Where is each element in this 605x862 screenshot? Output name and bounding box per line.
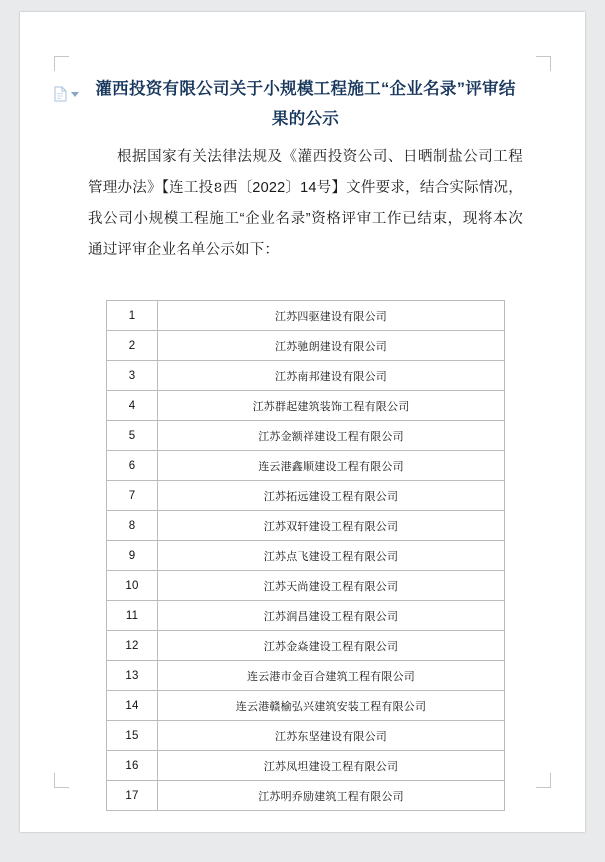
row-number: 1 [107, 301, 158, 331]
table-row [107, 601, 505, 631]
intro-paragraph: 根据国家有关法律法规及《灌西投资公司、日晒制盐公司工程管理办法》【连工投ខ西〔2022〕14号】文件要求，结合实际情况，我公司小规模工程施工“企业名录”资格评审工作已结束，现将本次通过评审企业名单公示如下： [88, 149, 523, 258]
row-company-name: 江苏拓远建设工程有限公司 [158, 481, 505, 511]
row-company-name: 连云港鑫顺建设工程有限公司 [158, 451, 505, 481]
chevron-down-icon[interactable] [71, 92, 79, 97]
crop-mark-bottom-left [54, 773, 69, 788]
row-number: 5 [107, 421, 158, 451]
row-company-name: 江苏群起建筑装饰工程有限公司 [158, 391, 505, 421]
row-company-name: 江苏南邦建设有限公司 [158, 361, 505, 391]
crop-mark-bottom-right [536, 773, 551, 788]
row-number: 6 [107, 451, 158, 481]
table-row [107, 391, 505, 421]
row-company-name: 江苏金额祥建设工程有限公司 [158, 421, 505, 451]
row-company-name: 江苏金焱建设工程有限公司 [158, 631, 505, 661]
document-badge[interactable] [54, 86, 79, 102]
company-list-body [107, 301, 505, 811]
row-number: 8 [107, 511, 158, 541]
table-row [107, 511, 505, 541]
row-number: 17 [107, 781, 158, 811]
company-list-table [106, 300, 505, 811]
row-company-name: 江苏四驱建设有限公司 [158, 301, 505, 331]
row-company-name: 江苏天尚建设工程有限公司 [158, 571, 505, 601]
crop-mark-top-left [54, 56, 69, 71]
row-number: 9 [107, 541, 158, 571]
row-company-name: 江苏明乔励建筑工程有限公司 [158, 781, 505, 811]
table-row [107, 301, 505, 331]
row-number: 16 [107, 751, 158, 781]
row-number: 14 [107, 691, 158, 721]
table-row [107, 481, 505, 511]
table-row [107, 451, 505, 481]
row-company-name: 江苏驰朗建设有限公司 [158, 331, 505, 361]
row-number: 10 [107, 571, 158, 601]
row-company-name: 江苏双轩建设工程有限公司 [158, 511, 505, 541]
row-company-name: 连云港赣榆弘兴建筑安装工程有限公司 [158, 691, 505, 721]
document-outline-icon [54, 86, 67, 102]
row-number: 2 [107, 331, 158, 361]
page-title: 灌西投资有限公司关于小规模工程施工“企业名录”评审结果的公示 [95, 80, 516, 128]
document-page [20, 12, 585, 832]
table-row [107, 331, 505, 361]
row-number: 3 [107, 361, 158, 391]
row-company-name: 江苏凤坦建设工程有限公司 [158, 751, 505, 781]
row-number: 13 [107, 661, 158, 691]
row-number: 7 [107, 481, 158, 511]
table-row [107, 691, 505, 721]
row-company-name: 江苏润昌建设工程有限公司 [158, 601, 505, 631]
row-number: 12 [107, 631, 158, 661]
table-row [107, 631, 505, 661]
document-body [88, 74, 523, 811]
row-company-name: 江苏东坚建设有限公司 [158, 721, 505, 751]
row-company-name: 江苏点飞建设工程有限公司 [158, 541, 505, 571]
crop-mark-top-right [536, 56, 551, 71]
row-number: 4 [107, 391, 158, 421]
table-row [107, 361, 505, 391]
table-row [107, 781, 505, 811]
table-row [107, 541, 505, 571]
table-row [107, 661, 505, 691]
row-number: 11 [107, 601, 158, 631]
table-row [107, 751, 505, 781]
table-row [107, 421, 505, 451]
table-row [107, 571, 505, 601]
table-row [107, 721, 505, 751]
row-number: 15 [107, 721, 158, 751]
row-company-name: 连云港市金百合建筑工程有限公司 [158, 661, 505, 691]
company-list-table-wrapper [88, 300, 523, 811]
